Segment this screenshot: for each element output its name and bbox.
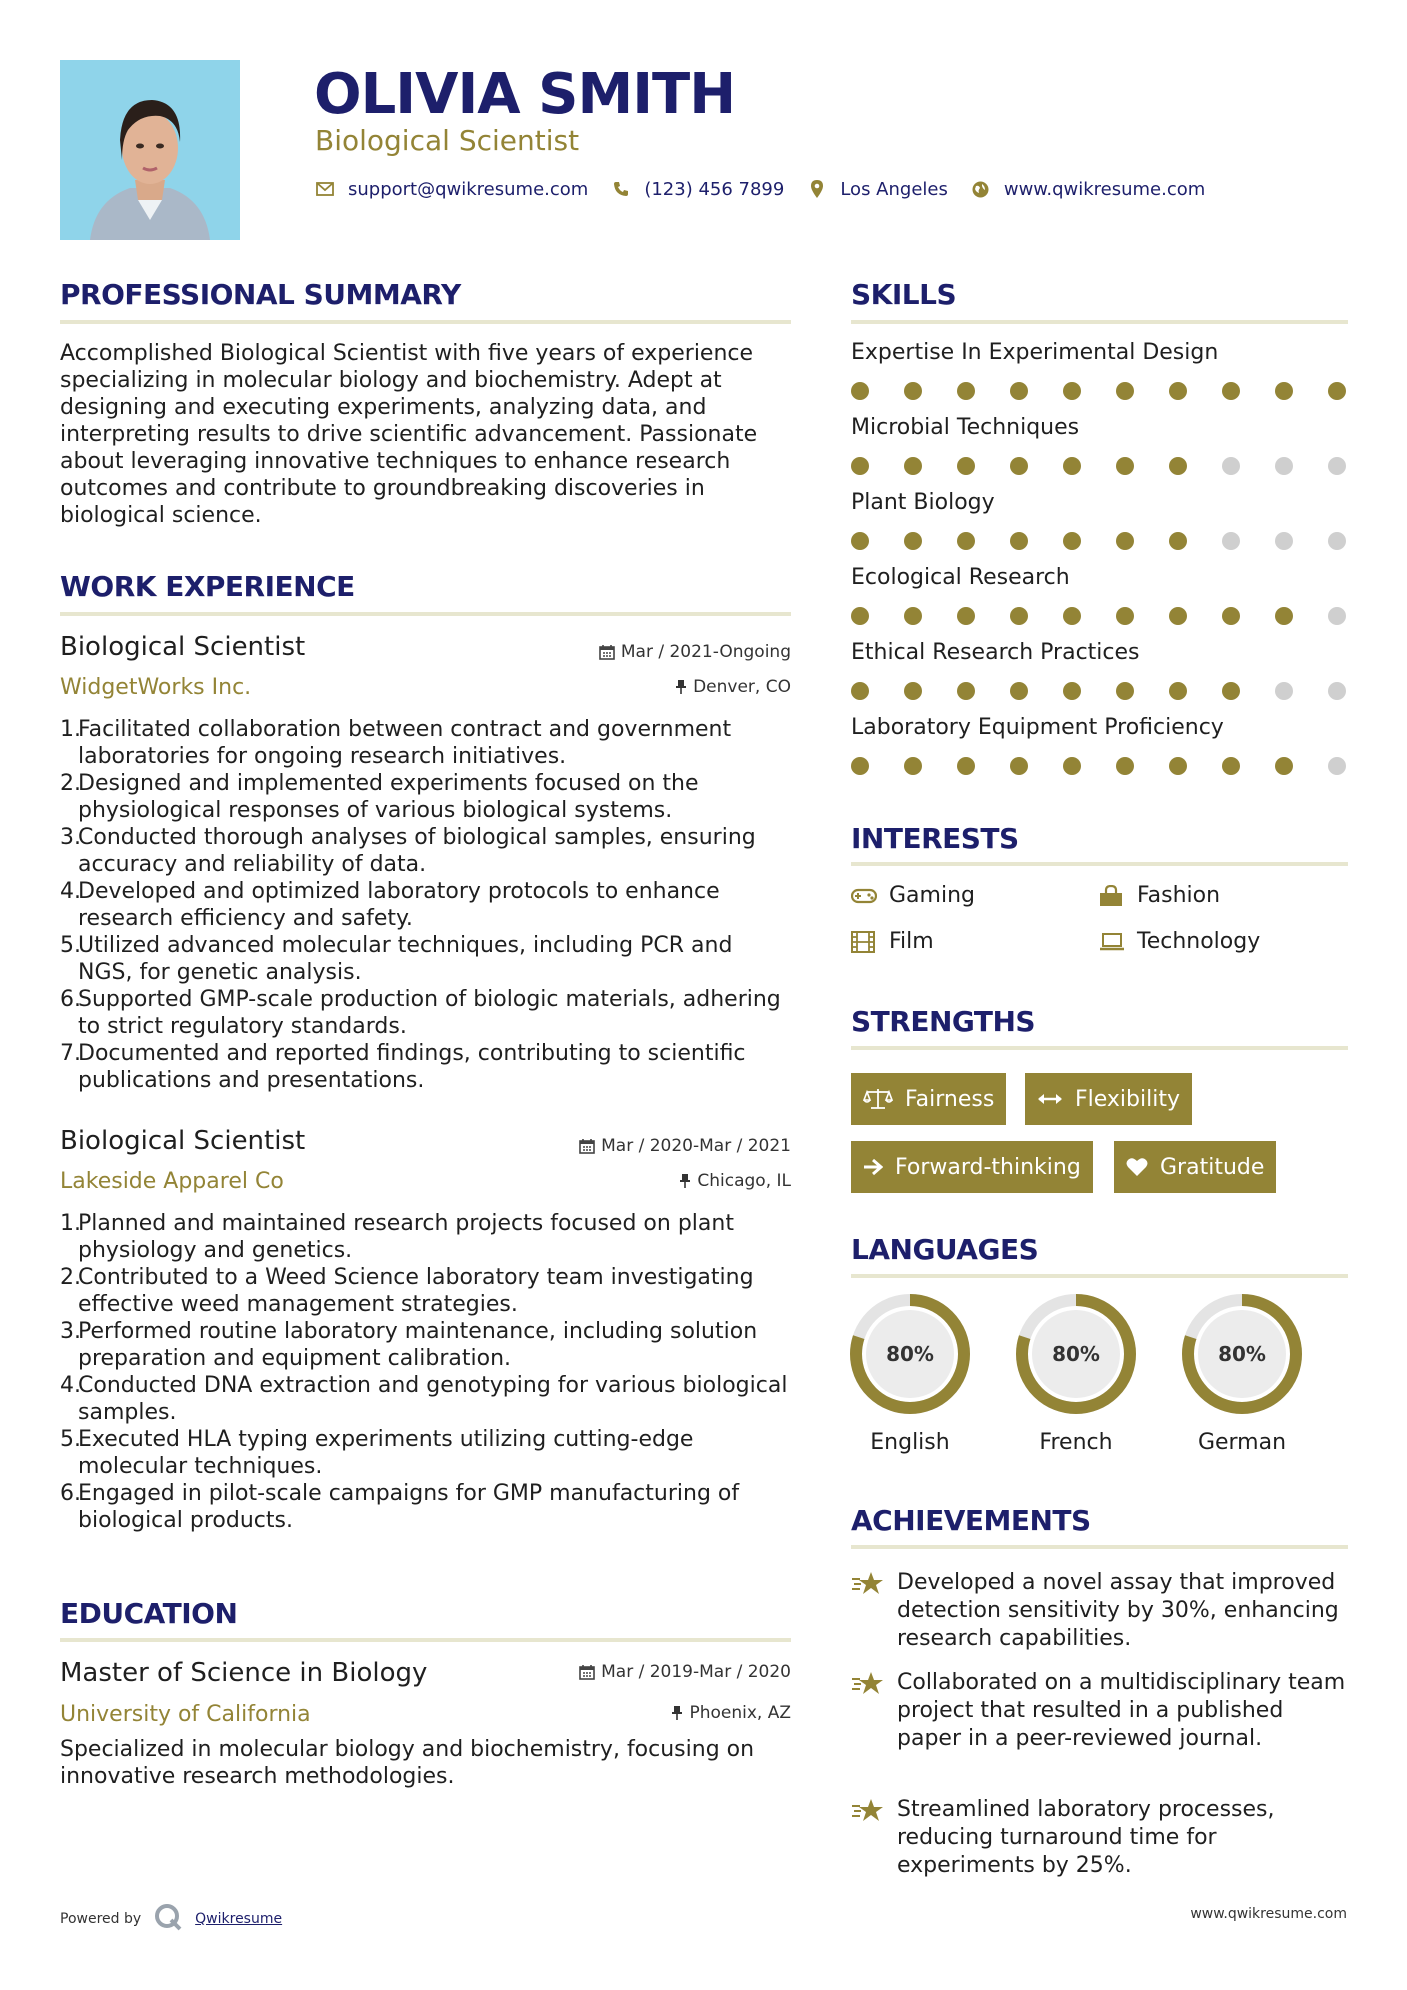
calendar-icon [579,1664,595,1680]
experience-divider [60,612,791,616]
calendar-icon [579,1138,595,1154]
skill-level-dot [957,757,975,775]
achievements-divider [851,1545,1348,1549]
achievement-text: Collaborated on a multidisciplinary team project that resulted in a published paper in a peer-reviewed journal. [897,1670,1346,1751]
job-bullet: 4. Conducted DNA extraction and genotyping for various biological samples. [60,1373,788,1425]
job-bullet: 5. Executed HLA typing experiments utilizing cutting-edge molecular techniques. [60,1427,694,1479]
strengths-heading: STRENGTHS [851,1005,1036,1038]
skill-level-dot [851,532,869,550]
skill-level-dot [1116,382,1134,400]
interest-technology [1099,929,1260,954]
interest-fashion [1099,883,1220,908]
strength-label: Fairness [905,1086,995,1112]
skill-level-dot [1010,457,1028,475]
skill-level-dot [1275,757,1293,775]
job-title: Biological Scientist [60,1126,306,1156]
skill-name: Ecological Research [851,565,1070,590]
skill-level-dot [1063,457,1081,475]
job-company: Lakeside Apparel Co [60,1169,284,1194]
skill-level-dot [904,457,922,475]
interests-heading: INTERESTS [851,822,1019,855]
skill-level-dot [1222,382,1240,400]
calendar-icon [599,644,615,660]
arrows-horizontal-icon [1037,1093,1063,1105]
job-bullet: 2. Designed and implemented experiments focused on the physiological responses of various biological systems. [60,771,699,823]
job-title: Biological Scientist [60,632,306,662]
skill-level-dot [1169,532,1187,550]
job-location [679,1171,791,1191]
heart-icon [1126,1157,1148,1177]
skill-level-dot [1169,382,1187,400]
candidate-name: OLIVIA SMITH [314,62,736,127]
skill-level-dot [1275,607,1293,625]
gamepad-icon [851,885,877,907]
skill-level-dot [851,757,869,775]
skill-level-dot [1063,682,1081,700]
skill-level-dot [1010,532,1028,550]
strengths-divider [851,1046,1348,1050]
skill-level-dot [904,682,922,700]
job-bullet: 1. Facilitated collaboration between contract and government laboratories for ongoing research initiatives. [60,717,732,769]
pin-icon [679,1173,691,1189]
language-percent: 80% [1218,1342,1266,1366]
job-bullets [60,1210,790,1534]
skill-level-dot [851,382,869,400]
qwikresume-logo-icon [153,1902,183,1936]
powered-by [60,1902,282,1936]
skill-level-dot [1328,607,1346,625]
interest-label: Film [889,929,934,954]
skill-level-dot [1116,607,1134,625]
job-location-text: Chicago, IL [697,1171,791,1191]
achievement-item [851,1796,1351,1880]
skill-level-dot [851,682,869,700]
skill-level-dot [1275,457,1293,475]
skill-level-dot [957,532,975,550]
skill-name: Expertise In Experimental Design [851,340,1219,365]
laptop-icon [1099,931,1125,953]
school-name: University of California [60,1702,311,1727]
skill-level-dot [1116,457,1134,475]
skill-level-dot [1222,457,1240,475]
skill-name: Ethical Research Practices [851,640,1140,665]
skills-divider [851,320,1348,324]
strength-chip-gratitude [1114,1141,1276,1193]
skill-level-dot [1010,607,1028,625]
strength-chip-fairness [851,1073,1006,1125]
contact-email[interactable]: support@qwikresume.com [348,178,589,200]
education-dates [579,1662,791,1682]
skill-level-dot [1222,757,1240,775]
language-percent: 80% [886,1342,934,1366]
candidate-role: Biological Scientist [315,124,580,157]
interest-film [851,929,934,954]
job-bullets [60,716,790,1094]
education-description: Specialized in molecular biology and biochemistry, focusing on innovative research methodologies. [60,1737,755,1789]
skill-level-dot [851,457,869,475]
job-location-text: Denver, CO [693,677,791,697]
profile-photo [60,60,240,240]
skill-level-dot [957,382,975,400]
arrow-right-icon [863,1158,883,1176]
language-name: German [1197,1430,1287,1455]
star-award-icon [851,1569,897,1653]
strength-label: Forward-thinking [895,1154,1081,1180]
skill-level-dot [904,532,922,550]
contact-location: Los Angeles [840,178,948,200]
degree-title: Master of Science in Biology [60,1658,428,1688]
skill-level-dot [1328,682,1346,700]
job-location [675,677,791,697]
education-location [671,1703,791,1723]
map-marker-icon [806,178,828,200]
contact-website[interactable]: www.qwikresume.com [1003,178,1206,200]
star-award-icon [851,1669,897,1753]
skill-level-dot [1328,457,1346,475]
job-dates-text: Mar / 2020-Mar / 2021 [601,1136,791,1156]
achievement-item [851,1669,1351,1753]
achievement-text: Streamlined laboratory processes, reducing turnaround time for experiments by 25%. [897,1797,1275,1878]
language-percent: 80% [1052,1342,1100,1366]
skill-level-dot [1222,682,1240,700]
pin-icon [671,1705,683,1721]
strength-label: Flexibility [1075,1086,1180,1112]
job-bullet: 3. Conducted thorough analyses of biological samples, ensuring accuracy and reliability of data. [60,825,756,877]
achievement-item [851,1569,1351,1653]
balance-scale-icon [863,1088,893,1110]
job-bullet: 2. Contributed to a Weed Science laboratory team investigating effective weed management strategies. [60,1265,754,1317]
skill-level-dot [1010,382,1028,400]
skill-level-dot [1063,607,1081,625]
skill-level-dot [1222,607,1240,625]
skill-level-dot [851,607,869,625]
skill-level-dot [1328,382,1346,400]
language-name: French [1039,1430,1113,1455]
skill-name: Plant Biology [851,490,995,515]
contact-bar [314,178,1227,200]
skill-level-dot [1169,457,1187,475]
summary-divider [60,320,791,324]
job-bullet: 7. Documented and reported findings, contributing to scientific publications and presentations. [60,1041,746,1093]
education-divider [60,1638,791,1642]
interests-divider [851,862,1348,866]
skill-level-dot [1063,382,1081,400]
summary-heading: PROFESSIONAL SUMMARY [60,278,461,311]
skill-level-dot [957,457,975,475]
skill-name: Laboratory Equipment Proficiency [851,715,1224,740]
job-bullet: 6. Supported GMP-scale production of biologic materials, adhering to strict regulatory standards. [60,987,781,1039]
skills-heading: SKILLS [851,278,957,311]
skill-level-dot [1275,682,1293,700]
job-dates [599,642,791,662]
job-bullet: 1. Planned and maintained research projects focused on plant physiology and genetics. [60,1211,734,1263]
language-name: English [870,1430,950,1455]
skill-level-dot [957,607,975,625]
phone-icon [610,178,632,200]
footer-website[interactable]: www.qwikresume.com [1190,1906,1347,1922]
skill-level-dot [1010,682,1028,700]
skill-level-dot [1275,532,1293,550]
skill-level-dot [1063,757,1081,775]
skill-level-dot [904,382,922,400]
skill-level-dot [1116,682,1134,700]
contact-phone[interactable]: (123) 456 7899 [644,178,785,200]
education-heading: EDUCATION [60,1597,238,1630]
job-bullet: 5. Utilized advanced molecular techniques, including PCR and NGS, for genetic analysis. [60,933,733,985]
experience-heading: WORK EXPERIENCE [60,570,355,603]
interest-label: Fashion [1137,883,1221,908]
skill-level-dot [1169,682,1187,700]
strength-chip-forward-thinking [851,1141,1093,1193]
skill-level-dot [1063,532,1081,550]
film-icon [851,931,877,953]
powered-by-label: Powered by [60,1911,142,1927]
job-bullet: 4. Developed and optimized laboratory protocols to enhance research efficiency and safety. [60,879,720,931]
job-company: WidgetWorks Inc. [60,675,252,700]
achievement-text: Developed a novel assay that improved detection sensitivity by 30%, enhancing research capabilities. [897,1570,1339,1651]
job-bullet: 6. Engaged in pilot-scale campaigns for GMP manufacturing of biological products. [60,1481,740,1533]
skill-level-dot [957,682,975,700]
summary-text: Accomplished Biological Scientist with five years of experience specializing in molecular biology and biochemistry. Adept at designing and executing experiments, analyzing data, and interpreting results to drive scientific advancement. Passionate about leveraging innovative techniques to enhance research outcomes and contribute to groundbreaking discoveries in biological science. [60,341,758,528]
envelope-icon [314,178,336,200]
pin-icon [675,679,687,695]
skill-level-dot [1116,757,1134,775]
strength-chip-flexibility [1025,1073,1192,1125]
skill-level-dot [1222,532,1240,550]
shopping-bag-icon [1099,885,1125,907]
globe-icon [970,178,992,200]
skill-level-dot [1275,382,1293,400]
education-location-text: Phoenix, AZ [689,1703,791,1723]
interest-gaming [851,883,975,908]
skill-level-dot [1116,532,1134,550]
languages-heading: LANGUAGES [851,1233,1039,1266]
skill-level-dot [1010,757,1028,775]
interest-label: Gaming [889,883,975,908]
skill-name: Microbial Techniques [851,415,1080,440]
star-award-icon [851,1796,897,1880]
skill-level-dot [1169,607,1187,625]
skill-level-dot [1169,757,1187,775]
strength-label: Gratitude [1160,1154,1265,1180]
skill-level-dot [904,607,922,625]
achievements-heading: ACHIEVEMENTS [851,1504,1091,1537]
interest-label: Technology [1137,929,1261,954]
education-dates-text: Mar / 2019-Mar / 2020 [601,1662,791,1682]
skill-level-dot [1328,532,1346,550]
qwikresume-link[interactable]: Qwikresume [195,1911,283,1927]
languages-divider [851,1274,1348,1278]
job-bullet: 3. Performed routine laboratory maintenance, including solution preparation and equipment calibration. [60,1319,758,1371]
skill-level-dot [904,757,922,775]
job-dates-text: Mar / 2021-Ongoing [620,642,791,662]
skill-level-dot [1328,757,1346,775]
job-dates [579,1136,791,1156]
